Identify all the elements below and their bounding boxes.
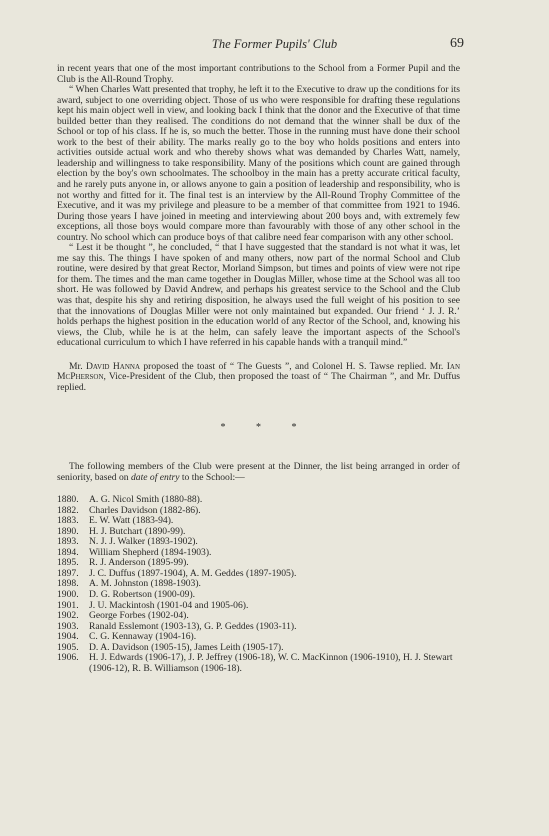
entry-year: 1902. [57,610,79,622]
entry-year: 1898. [57,578,79,590]
speaker-name: David Hanna [85,360,141,372]
entry-year: 1901. [57,599,79,611]
member-names: D. A. Davidson (1905-15), James Leith (1905-17). [89,641,284,653]
paragraph: “ Lest it be thought ”, he concluded, “ that I have suggested that the standard is not what it was, let me say this. The things I have spoken of and many others, now part of the normal School and Club routine, were desired by that great Rector, Morland Simpson, but times and points of view were not ripe for them. The times and the man came together in Douglas Miller, whose time at the School was all too short. He was followed by David Andrew, and perhaps his greatest service to the School and the Club was that, despite his shy and retiring disposition, he always used the full weight of his position to see that the innovations of Douglas Miller were not only maintained but expanded. Our friend ‘ J. J. R.’ holds perhaps the highest position in the education world of any Rector of the School, and, knowing his views, the Club, while he is at the helm, can safely leave the important aspects of the School's educational curriculum to which I have referred in his capable hands with a tranquil mind.” [57,242,460,349]
entry-year: 1880. [57,494,79,506]
member-names: J. C. Duffus (1897-1904), A. M. Geddes (1897-1905). [89,567,297,579]
member-list [57,495,460,674]
paragraph: in recent years that one of the most important contributions to the School from a Former Pupil and the Club is the All-Round Trophy. [57,63,460,85]
entry-year: 1906. [57,652,79,664]
entry-year: 1903. [57,620,79,632]
entry-year: 1883. [57,515,79,527]
member-names: R. J. Anderson (1895-99). [89,557,189,569]
member-names: D. G. Robertson (1900-09). [89,588,196,600]
entry-year: 1895. [57,557,79,569]
member-names: N. J. J. Walker (1893-1902). [89,536,198,548]
member-names: A. M. Johnston (1898-1903). [89,578,201,590]
list-intro: The following members of the Club were present at the Dinner, the list being arranged in order of seniority, based on date of entry to the School:— [57,460,460,483]
list-item [57,495,460,506]
list-item [57,653,460,674]
page-number: 69 [450,36,464,51]
entry-year: 1893. [57,536,79,548]
list-item [57,590,460,601]
member-names: Ranald Esslemont (1903-13), G. P. Geddes (1903-11). [89,620,297,632]
member-names: J. U. Mackintosh (1901-04 and 1905-06). [89,599,249,611]
member-names: H. J. Butchart (1890-99). [89,525,186,537]
page-body [57,64,460,674]
speaker-name: Ian McPherson [57,360,461,383]
entry-year: 1882. [57,504,79,516]
paragraph: “ When Charles Watt presented that trophy, he left it to the Executive to draw up the conditions for its award, subject to one overriding object. Those of us who were responsible for drafting these regulations kept his main object well in view, and looking back I think that the donor and the Executive of that time builded better than they realised. The conditions do not demand that the winner shall be dux of the School or top of his class. If he is, so much the better. Those in the running must have done their school work to the best of their ability. The marks really go to the boy who holds positions and enters into activities outside actual work and who thereby shows what was demanded by Charles Watt, namely, leadership and willingness to take responsibility. Many of the positions which count are gained through election by the boy's own schoolmates. The schoolboy in the main has a pretty accurate critical faculty, and he rarely puts anyone in, or allows anyone to gain a position of leadership and responsibility, who is not worthy and fitted for it. The final test is an interview by the All-Round Trophy Committee of the Executive, and it was my privilege and pleasure to be a member of that committee from 1921 to 1946. During those years I have joined in meeting and interviewing about 200 boys and, with extremely few exceptions, all those boys would compare more than favourably with those of any other school in the country. No school which can produce boys of that calibre need fear comparison with any other school. [57,84,460,243]
member-names: Charles Davidson (1882-86). [89,504,201,516]
member-names: H. J. Edwards (1906-17), J. P. Jeffrey (1906-18), W. C. MacKinnon (1906-1910), H. J. Stewart (1906-12), R. B. Williamson (1906-18). [89,652,453,674]
entry-year: 1890. [57,525,79,537]
entry-year: 1900. [57,588,79,600]
section-separator: * * * [220,422,311,434]
member-names: A. G. Nicol Smith (1880-88). [89,494,203,506]
member-names: E. W. Watt (1883-94). [89,515,174,527]
page-header [0,37,549,55]
entry-year: 1897. [57,567,79,579]
toast-paragraph: Mr. David Hanna proposed the toast of “ The Guests ”, and Colonel H. S. Tawse replied. Mr. Ian McPherson, Vice-President of the Club, then proposed the toast of “ The Chairman ”, and Mr. Duffus replied. [57,360,461,393]
entry-year: 1905. [57,641,79,653]
entry-year: 1904. [57,631,79,643]
emphasis-text: date of entry [130,471,180,483]
member-names: C. G. Kennaway (1904-16). [89,631,197,643]
member-names: George Forbes (1902-04). [89,610,189,622]
entry-year: 1894. [57,546,79,558]
running-title: The Former Pupils' Club [211,37,338,51]
member-names: William Shepherd (1894-1903). [89,546,212,558]
